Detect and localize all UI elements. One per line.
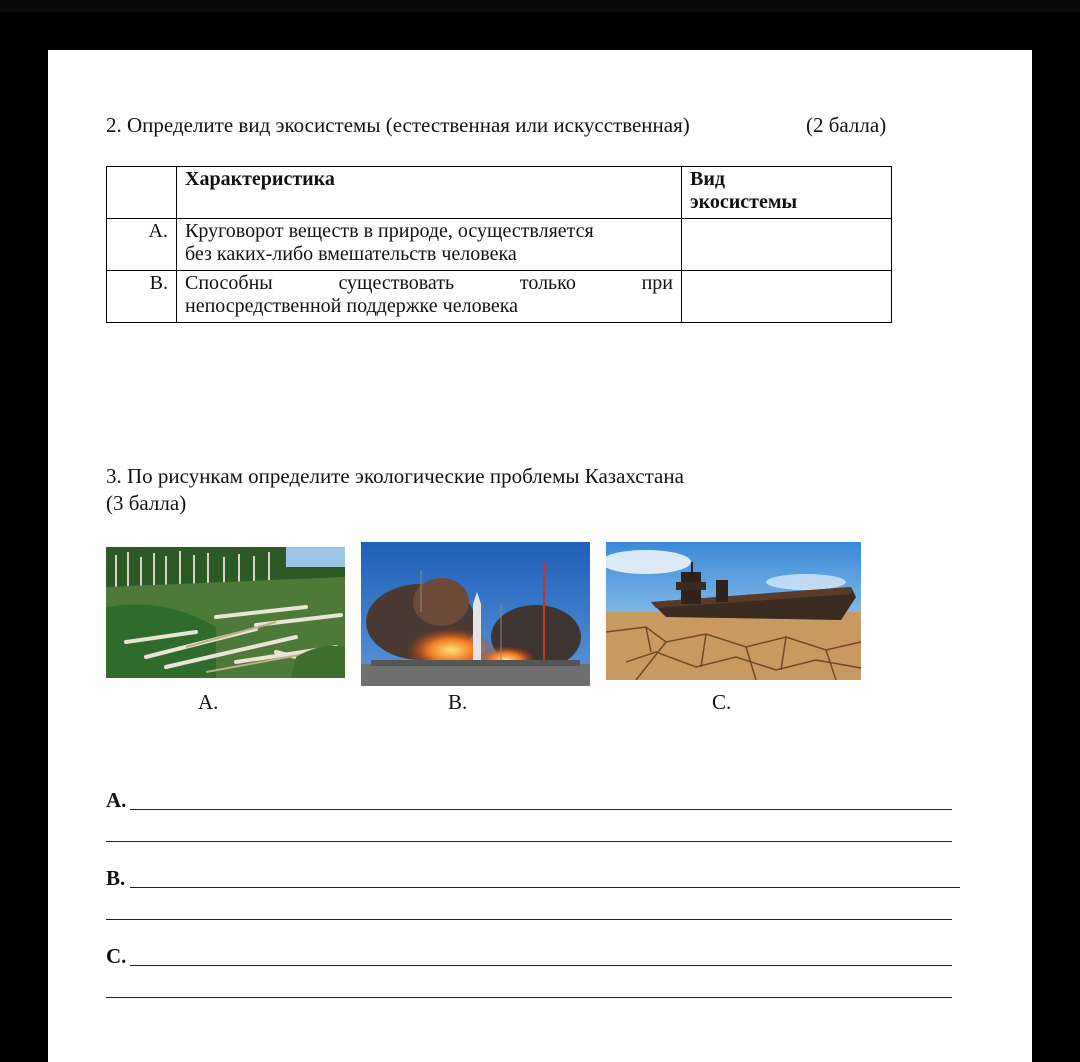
question-2-heading <box>106 113 887 138</box>
table-header-empty <box>107 167 177 219</box>
image-caption-c: C. <box>712 690 732 714</box>
answer-line-b-1[interactable] <box>130 887 960 888</box>
header-line-2: экосистемы <box>690 191 798 213</box>
table-header-ecosystem-type <box>682 167 892 219</box>
ecosystem-table <box>106 166 892 323</box>
word: Способны <box>185 272 273 294</box>
question-3-heading <box>106 463 684 517</box>
word: при <box>641 272 673 294</box>
row-text-line-1 <box>185 272 673 295</box>
image-caption-a: A. <box>198 690 219 714</box>
row-characteristic <box>177 219 682 271</box>
row-answer-cell[interactable] <box>682 271 892 323</box>
deforestation-image <box>106 547 345 678</box>
row-text-line-2: непосредственной поддержке человека <box>185 295 519 317</box>
answer-line-b-2[interactable] <box>106 919 952 920</box>
table-header-characteristic: Характеристика <box>177 167 682 219</box>
answer-line-a-2[interactable] <box>106 841 952 842</box>
row-characteristic <box>177 271 682 323</box>
word: только <box>519 272 576 294</box>
answer-line-c-2[interactable] <box>106 997 952 998</box>
answer-label-c: C. <box>106 944 127 968</box>
rocket-launch-image <box>361 542 590 686</box>
table-row <box>107 219 892 271</box>
answer-line-a-1[interactable] <box>130 809 952 810</box>
answer-label-a: A. <box>106 788 127 812</box>
row-text-line-1: Круговорот веществ в природе, осуществляется <box>185 220 594 242</box>
row-answer-cell[interactable] <box>682 219 892 271</box>
header-line-1: Вид <box>690 168 725 190</box>
question-3-line-1: 3. По рисункам определите экологические проблемы Казахстана <box>106 464 684 488</box>
answer-label-b: B. <box>106 866 126 890</box>
document-page <box>48 50 1032 1062</box>
dried-sea-ship-image <box>606 542 861 680</box>
question-2-points: (2 балла) <box>806 113 887 137</box>
question-3-line-2: (3 балла) <box>106 491 187 515</box>
table-header-row <box>107 167 892 219</box>
answer-line-c-1[interactable] <box>130 965 952 966</box>
row-letter: A. <box>107 219 177 271</box>
row-text-line-2: без каких-либо вмешательств человека <box>185 243 517 265</box>
image-caption-b: B. <box>448 690 468 714</box>
table-row <box>107 271 892 323</box>
question-2-text: 2. Определите вид экосистемы (естественная или искусственная) <box>106 113 690 137</box>
row-letter: B. <box>107 271 177 323</box>
word: существовать <box>338 272 455 294</box>
top-bar <box>0 0 1080 12</box>
